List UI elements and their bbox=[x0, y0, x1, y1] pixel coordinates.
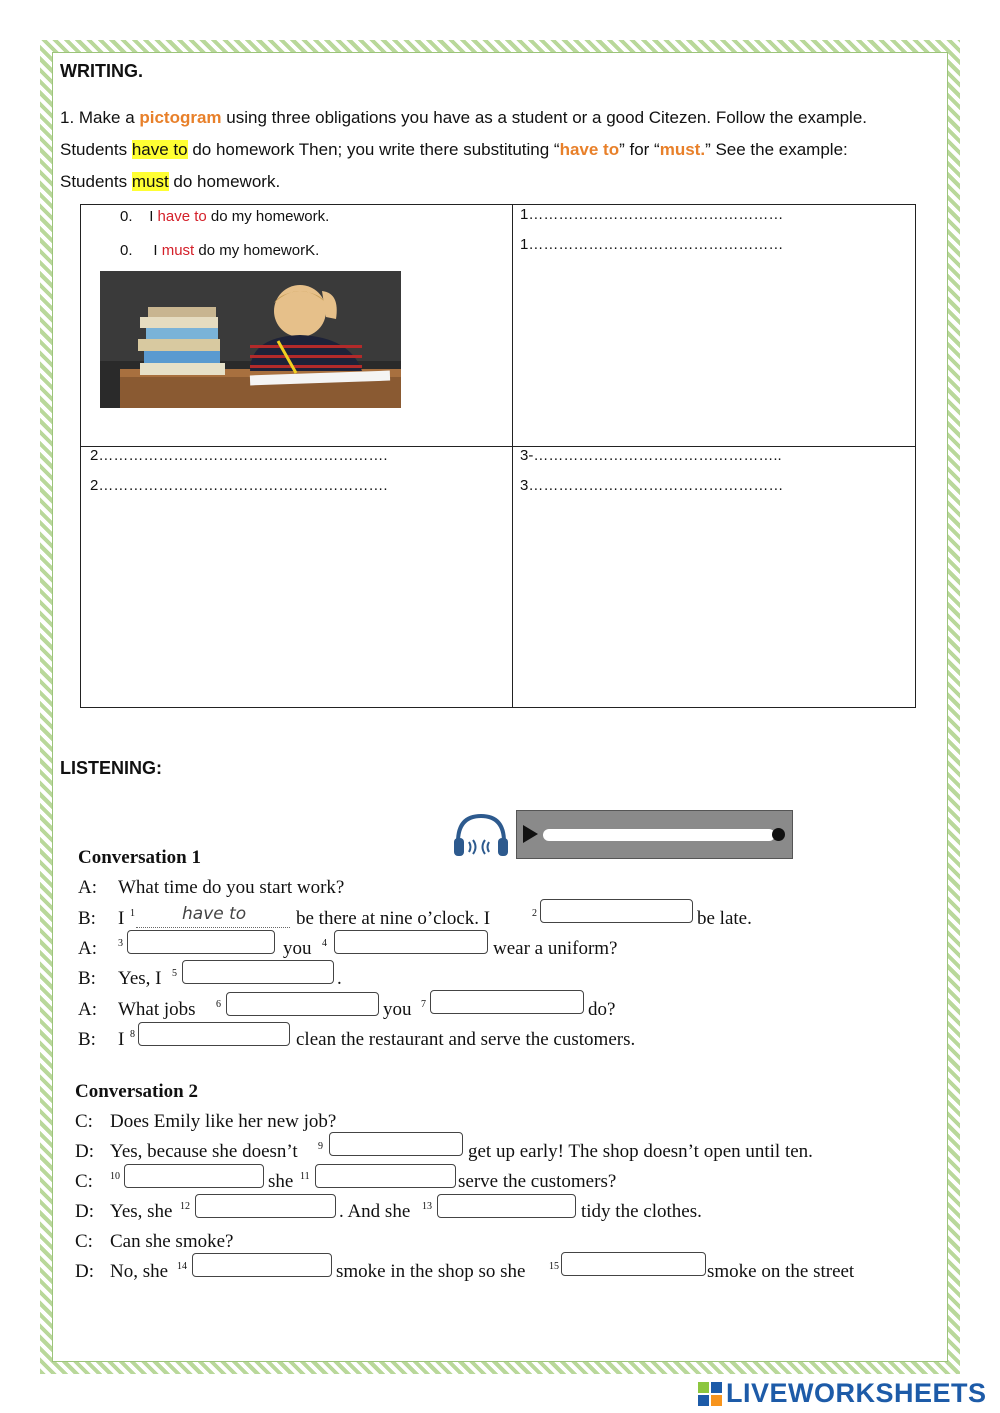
grid-divider-vertical bbox=[512, 205, 513, 707]
red-must: must bbox=[161, 242, 195, 259]
audio-player[interactable] bbox=[516, 810, 793, 859]
gap-number: 11 bbox=[300, 1171, 310, 1182]
cell-2-line-2[interactable]: 2…………………………………………………. bbox=[90, 477, 388, 494]
text: do my homeworK. bbox=[194, 242, 320, 259]
speaker-label: B: bbox=[78, 1029, 96, 1050]
text: Students bbox=[60, 172, 132, 191]
speaker-label: C: bbox=[75, 1111, 93, 1132]
gap-3-input[interactable] bbox=[127, 930, 275, 954]
speaker-label: D: bbox=[75, 1261, 94, 1282]
dialogue-text: Yes, I bbox=[118, 968, 162, 989]
speaker-label: B: bbox=[78, 908, 96, 929]
dialogue-text: get up early! The shop doesn’t open until ten. bbox=[468, 1141, 813, 1162]
gap-number: 5 bbox=[172, 968, 177, 979]
dialogue-text: smoke in the shop so she bbox=[336, 1261, 526, 1282]
speaker-label: A: bbox=[78, 999, 97, 1020]
speaker-label: B: bbox=[78, 968, 96, 989]
dialogue-text: clean the restaurant and serve the customers. bbox=[296, 1029, 636, 1050]
dialogue-text: . And she bbox=[339, 1201, 411, 1222]
gap-number: 15 bbox=[549, 1261, 559, 1272]
dialogue-text: smoke on the street bbox=[707, 1261, 855, 1282]
cell-3-line-1[interactable]: 3-………………………………………….. bbox=[520, 447, 782, 464]
dialogue-text: you bbox=[383, 999, 412, 1020]
gap-15-input[interactable] bbox=[561, 1252, 706, 1276]
gap-11-input[interactable] bbox=[315, 1164, 456, 1188]
gap-number: 3 bbox=[118, 938, 123, 949]
keyword-must: must. bbox=[659, 140, 706, 159]
listening-heading: LISTENING: bbox=[60, 758, 162, 778]
speaker-label: C: bbox=[75, 1231, 93, 1252]
dialogue-text: . bbox=[337, 968, 342, 989]
dialogue-text: I bbox=[118, 908, 125, 929]
example-have-to bbox=[120, 208, 329, 225]
dialogue-text: wear a uniform? bbox=[493, 938, 618, 959]
gap-10-input[interactable] bbox=[124, 1164, 264, 1188]
dialogue-text: do? bbox=[588, 999, 616, 1020]
dialogue-text: What time do you start work? bbox=[118, 877, 345, 898]
gap-number: 8 bbox=[130, 1029, 135, 1040]
text: 1. Make a bbox=[60, 108, 140, 127]
gap-6-input[interactable] bbox=[226, 992, 379, 1016]
text: I bbox=[153, 242, 162, 259]
gap-9-input[interactable] bbox=[329, 1132, 463, 1156]
red-have-to: have to bbox=[157, 208, 207, 225]
gap-number: 12 bbox=[180, 1201, 190, 1212]
instruction-line-1 bbox=[60, 102, 950, 134]
liveworksheets-logo-icon bbox=[698, 1382, 722, 1406]
text: do homework Then; you write there substituting “ bbox=[187, 140, 560, 159]
dialogue-text: be late. bbox=[697, 908, 752, 929]
gap-14-input[interactable] bbox=[192, 1253, 332, 1277]
speaker-label: A: bbox=[78, 877, 97, 898]
cell-3-line-2[interactable]: 3…………………………………………… bbox=[520, 477, 784, 494]
example-answer: have to bbox=[182, 904, 247, 924]
dialogue-text: Yes, she bbox=[110, 1201, 173, 1222]
text: Students bbox=[60, 140, 132, 159]
conversation-1-title: Conversation 1 bbox=[78, 847, 201, 868]
dialogue-text: be there at nine o’clock. I bbox=[296, 908, 491, 929]
dialogue-text: No, she bbox=[110, 1261, 169, 1282]
text: using three obligations you have as a student or a good Citezen. Follow the example. bbox=[221, 108, 868, 127]
answer-underline bbox=[136, 926, 290, 928]
example-must bbox=[120, 242, 319, 259]
gap-number: 14 bbox=[177, 1261, 187, 1272]
highlighted-have-to: have to bbox=[131, 140, 188, 159]
dialogue-text: Does Emily like her new job? bbox=[110, 1111, 337, 1132]
dialogue-text: Yes, because she doesn’t bbox=[110, 1141, 298, 1162]
gap-number: 10 bbox=[110, 1171, 120, 1182]
text: ” See the example: bbox=[705, 140, 848, 159]
gap-5-input[interactable] bbox=[182, 960, 334, 984]
dialogue-text: she bbox=[268, 1171, 294, 1192]
audio-progress-thumb[interactable] bbox=[772, 828, 785, 841]
highlighted-must: must bbox=[131, 172, 169, 191]
gap-number: 6 bbox=[216, 999, 221, 1010]
gap-number: 9 bbox=[318, 1141, 323, 1152]
speaker-label: A: bbox=[78, 938, 97, 959]
gap-12-input[interactable] bbox=[195, 1194, 336, 1218]
dialogue-text: I bbox=[118, 1029, 125, 1050]
audio-progress-track[interactable] bbox=[543, 829, 775, 841]
boy-homework-photo bbox=[100, 271, 401, 408]
speaker-label: D: bbox=[75, 1201, 94, 1222]
text: do my homework. bbox=[206, 208, 330, 225]
speaker-label: D: bbox=[75, 1141, 94, 1162]
dialogue-text: serve the customers? bbox=[458, 1171, 617, 1192]
keyword-have-to: have to bbox=[559, 140, 620, 159]
headphones-icon bbox=[452, 812, 510, 860]
gap-number: 1 bbox=[130, 908, 135, 919]
liveworksheets-logo: LIVEWORKSHEETS bbox=[726, 1378, 987, 1408]
cell-2-line-1[interactable]: 2…………………………………………………. bbox=[90, 447, 388, 464]
dialogue-text: you bbox=[283, 938, 312, 959]
dialogue-text: tidy the clothes. bbox=[581, 1201, 702, 1222]
instruction-line-3 bbox=[60, 166, 280, 198]
example-number: 0. bbox=[120, 242, 133, 259]
cell-1-line-2[interactable]: 1…………………………………………… bbox=[520, 236, 784, 253]
gap-8-input[interactable] bbox=[138, 1022, 290, 1046]
gap-number: 2 bbox=[532, 908, 537, 919]
gap-2-input[interactable] bbox=[540, 899, 693, 923]
play-icon[interactable] bbox=[521, 824, 539, 849]
text: do homework. bbox=[168, 172, 281, 191]
gap-7-input[interactable] bbox=[430, 990, 584, 1014]
dialogue-text: What jobs bbox=[118, 999, 196, 1020]
gap-13-input[interactable] bbox=[437, 1194, 576, 1218]
gap-number: 7 bbox=[421, 999, 426, 1010]
conversation-2-title: Conversation 2 bbox=[75, 1081, 198, 1102]
gap-number: 4 bbox=[322, 938, 327, 949]
gap-4-input[interactable] bbox=[334, 930, 488, 954]
text: I bbox=[149, 208, 158, 225]
dialogue-text: Can she smoke? bbox=[110, 1231, 234, 1252]
text: ” for “ bbox=[619, 140, 660, 159]
instruction-line-2 bbox=[60, 134, 848, 166]
cell-1-line-1[interactable]: 1…………………………………………… bbox=[520, 206, 784, 223]
keyword-pictogram: pictogram bbox=[139, 108, 222, 127]
gap-number: 13 bbox=[422, 1201, 432, 1212]
writing-heading: WRITING. bbox=[60, 61, 143, 81]
speaker-label: C: bbox=[75, 1171, 93, 1192]
example-number: 0. bbox=[120, 208, 133, 225]
